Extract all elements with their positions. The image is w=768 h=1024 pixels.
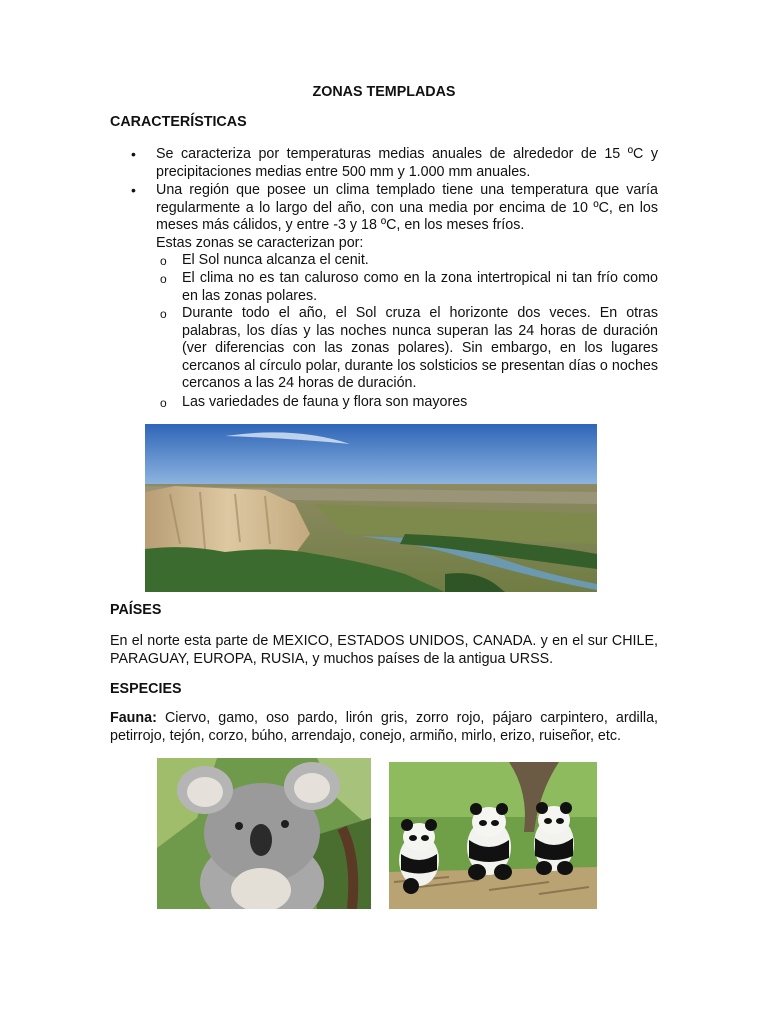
section-heading-caracteristicas: CARACTERÍSTICAS xyxy=(110,114,247,130)
circle-bullet-icon: o xyxy=(160,307,167,321)
circle-bullet-icon: o xyxy=(160,396,167,410)
circle-bullet-icon: o xyxy=(160,272,167,286)
sub-list-item: El clima no es tan caluroso como en la zona intertropical ni tan frío como en las zonas polares. xyxy=(182,270,658,304)
fauna-label: Fauna: xyxy=(110,710,157,726)
fauna-paragraph xyxy=(110,710,658,745)
paises-paragraph: En el norte esta parte de MEXICO, ESTADOS UNIDOS, CANADA. y en el sur CHILE, PARAGUAY, EUROPA, RUSIA, y muchos países de la antigua URSS. xyxy=(110,633,658,667)
list-item: Se caracteriza por temperaturas medias anuales de alrededor de 15 ºC y precipitaciones medias entre 500 mm y 1.000 mm anuales. xyxy=(156,146,658,180)
koala-photo xyxy=(157,758,371,909)
list-item-continuation: Estas zonas se caracterizan por: xyxy=(156,235,364,251)
sub-list-item: Las variedades de fauna y flora son mayores xyxy=(182,394,468,410)
sub-list-item: Durante todo el año, el Sol cruza el horizonte dos veces. En otras palabras, los días y las noches nunca superan las 24 horas de duración (ver diferencias con las zonas polares). Sin embargo, en los lugares cercanos al círculo polar, durante los solsticios se presentan días o noches cercanos a las 24 horas de duración. xyxy=(182,305,658,392)
landscape-photo xyxy=(145,424,597,592)
fauna-text: Ciervo, gamo, oso pardo, lirón gris, zorro rojo, pájaro carpintero, ardilla, petirrojo, tejón, corzo, búho, arrendajo, conejo, armiño, mirlo, erizo, ruiseñor, etc. xyxy=(110,710,658,744)
page-title: ZONAS TEMPLADAS xyxy=(312,84,456,100)
circle-bullet-icon: o xyxy=(160,254,167,268)
sub-list-item: El Sol nunca alcanza el cenit. xyxy=(182,252,369,268)
bullet-dot-icon: • xyxy=(131,182,136,198)
section-heading-especies: ESPECIES xyxy=(110,681,182,697)
section-heading-paises: PAÍSES xyxy=(110,602,162,618)
bullet-dot-icon: • xyxy=(131,146,136,162)
list-item: Una región que posee un clima templado tiene una temperatura que varía regularmente a lo largo del año, con una media por encima de 10 ºC, en los meses más cálidos, y entre -3 y 18 ºC, en los meses fríos. xyxy=(156,182,658,234)
pandas-photo xyxy=(389,762,597,909)
